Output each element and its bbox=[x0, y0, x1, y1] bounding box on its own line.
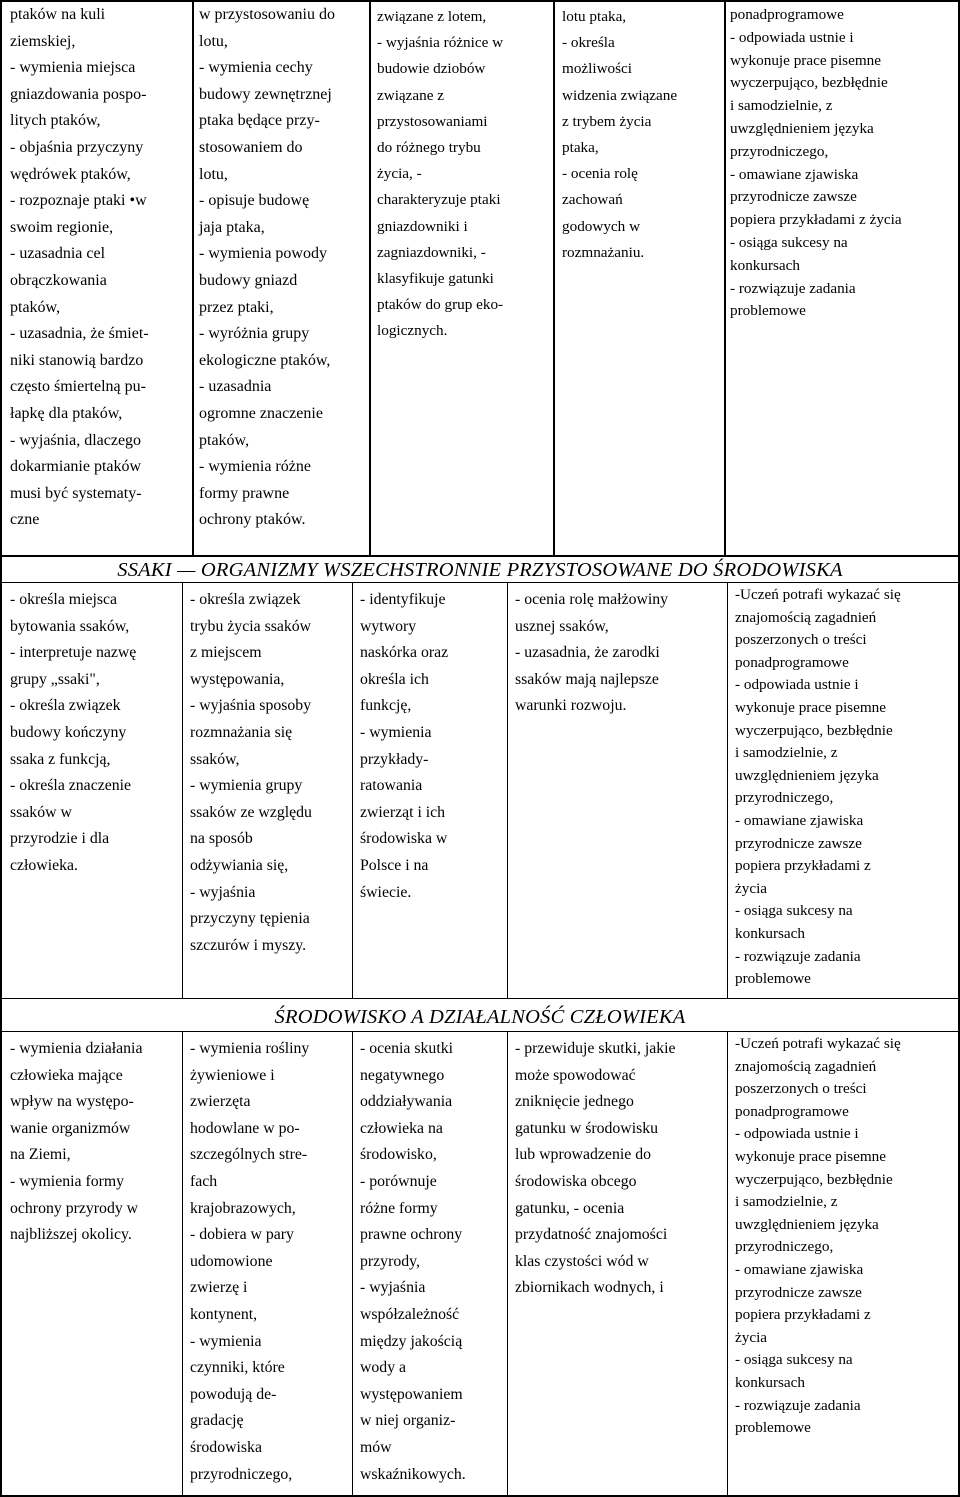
column-divider bbox=[182, 1032, 183, 1497]
environment-col4-cell: - przewiduje skutki, jakie może spowodować zniknięcie jednego gatunku w środowisku lub wprowadzenie do środowiska obcego gatunku, - ocenia przydatność znajomości klas czystości wód w zbiornikach wodnych, i bbox=[515, 1040, 676, 1297]
mammals-col2-cell: - określa związek trybu życia ssaków z miejscem występowania, - wyjaśnia sposoby rozmnażania się ssaków, - wymienia grupy ssaków ze względu na sposób odżywiania się, - wyjaśnia przyczyny tępienia szczurów i myszy. bbox=[190, 591, 312, 954]
row-divider bbox=[0, 998, 960, 999]
environment-col3-cell: - ocenia skutki negatywnego oddziaływania człowieka na środowisko, - porównuje różne formy prawne ochrony przyrody, - wyjaśnia współzależność między jakością wody a występowaniem w niej organiz- mów wskaźnikowych. bbox=[360, 1040, 466, 1483]
column-divider bbox=[727, 583, 728, 998]
birds-col5-cell: ponadprogramowe - odpowiada ustnie i wykonuje prace pisemne wyczerpująco, bezbłędnie i samodzielnie, z uwzględnieniem języka przyrodniczego, - omawiane zjawiska przyrodnicze zawsze popiera przykładami z życia - osiąga sukcesy na konkursach - rozwiązuje zadania problemowe bbox=[730, 6, 902, 320]
mammals-col1-cell: - określa miejsca bytowania ssaków, - interpretuje nazwę grupy „ssaki", - określa związek budowy kończyny ssaka z funkcją, - określa znaczenie ssaków w przyrodzie i dla człowieka. bbox=[10, 591, 137, 874]
environment-col2-cell: - wymienia rośliny żywieniowe i zwierzęta hodowlane w po- szczególnych stre- fach krajobrazowych, - dobiera w pary udomowione zwierzę i kontynent, - wymienia czynniki, które powodują de- gradację środowiska przyrodniczego, bbox=[190, 1040, 310, 1483]
section-title-environment: ŚRODOWISKO A DZIAŁALNOŚĆ CZŁOWIEKA bbox=[274, 1006, 686, 1028]
section-title-mammals: SSAKI — ORGANIZMY WSZECHSTRONNIE PRZYSTOSOWANE DO ŚRODOWISKA bbox=[117, 559, 843, 581]
mammals-col4-cell: - ocenia rolę małżowiny usznej ssaków, - uzasadnia, że zarodki ssaków mają najlepsze warunki rozwoju. bbox=[515, 591, 669, 715]
column-divider bbox=[352, 1032, 353, 1497]
mammals-col5-cell: -Uczeń potrafi wykazać się znajomością zagadnień poszerzonych o treści ponadprogramowe - odpowiada ustnie i wykonuje prace pisemne wyczerpująco, bezbłędnie i samodzielnie, z uwzględnieniem języka przyrodniczego, - omawiane zjawiska przyrodnicze zawsze popiera przykładami z życia - osiąga sukcesy na konkursach - rozwiązuje zadania problemowe bbox=[735, 586, 901, 988]
column-divider bbox=[352, 583, 353, 998]
environment-col5-cell: -Uczeń potrafi wykazać się znajomością zagadnień poszerzonych o treści ponadprogramowe - odpowiada ustnie i wykonuje prace pisemne wyczerpująco, bezbłędnie i samodzielnie, z uwzględnieniem języka przyrodniczego, - omawiane zjawiska przyrodnicze zawsze popiera przykładami z życia - osiąga sukcesy na konkursach - rozwiązuje zadania problemowe bbox=[735, 1035, 901, 1437]
mammals-col3-cell: - identyfikuje wytwory naskórka oraz określa ich funkcję, - wymienia przykłady- ratowania zwierząt i ich środowiska w Polsce i na świecie. bbox=[360, 591, 449, 901]
column-divider bbox=[727, 1032, 728, 1497]
table-border-left bbox=[0, 0, 2, 1497]
column-divider bbox=[369, 0, 371, 555]
column-divider bbox=[724, 0, 726, 555]
birds-col4-cell: lotu ptaka, - określa możliwości widzenia związane z trybem życia ptaka, - ocenia rolę zachowań godowych w rozmnażaniu. bbox=[562, 8, 678, 261]
birds-col1-cell: ptaków na kuli ziemskiej, - wymienia miejsca gniazdowania pospo- litych ptaków, - objaśnia przyczyny wędrówek ptaków, - rozpoznaje ptaki •w swoim regionie, - uzasadnia cel obrączkowania ptaków, - uzasadnia, że śmiet- niki stanowią bardzo często śmiertelną pu- łapkę dla ptaków, - wyjaśnia, dlaczego dokarmianie ptaków musi być systematy- czne bbox=[10, 6, 149, 529]
column-divider bbox=[507, 1032, 508, 1497]
column-divider bbox=[192, 0, 194, 555]
birds-col2-cell: w przystosowaniu do lotu, - wymienia cechy budowy zewnętrznej ptaka będące przy- stosowaniem do lotu, - opisuje budowę jaja ptaka, - wymienia powody budowy gniazd przez ptaki, - wyróżnia grupy ekologiczne ptaków, - uzasadnia ogromne znaczenie ptaków, - wymienia różne formy prawne ochrony ptaków. bbox=[199, 6, 335, 529]
column-divider bbox=[507, 583, 508, 998]
environment-col1-cell: - wymienia działania człowieka mające wpływ na występo- wanie organizmów na Ziemi, - wymienia formy ochrony przyrody w najbliższej okolicy. bbox=[10, 1040, 143, 1244]
birds-col3-cell: związane z lotem, - wyjaśnia różnice w budowie dziobów związane z przystosowaniami do różnego trybu życia, - charakteryzuje ptaki gniazdowniki i zagniazdowniki, - klasyfikuje gatunki ptaków do grup eko- logicznych. bbox=[377, 8, 504, 340]
column-divider bbox=[182, 583, 183, 998]
column-divider bbox=[553, 0, 555, 555]
row-divider bbox=[0, 1031, 960, 1032]
